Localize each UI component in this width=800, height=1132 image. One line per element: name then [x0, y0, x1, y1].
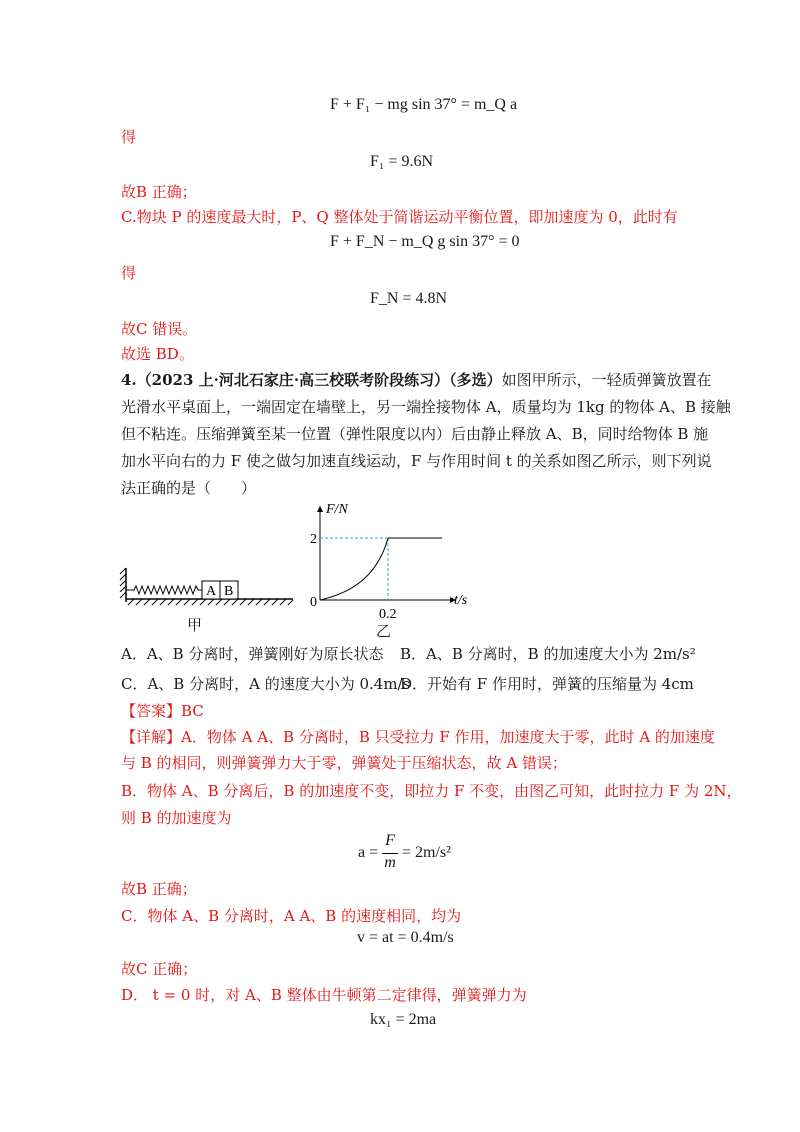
- wall-hatching: [120, 568, 126, 598]
- detail-line-2: 与 B 的相同，则弹簧弹力大于零，弹簧处于压缩状态，故 A 错误；: [121, 754, 567, 772]
- figure-spring-blocks: [118, 560, 298, 610]
- equation-7: kx₁ = 2ma: [370, 1011, 437, 1028]
- c-correct-text: 故C 正确；: [121, 960, 198, 978]
- c-analysis-text-2: C．物体 A、B 分离时，A A、B 的速度相同，均为: [121, 907, 462, 925]
- choose-bd-text: 故选 BD。: [121, 345, 194, 363]
- c-wrong-text: 故C 错误。: [121, 320, 198, 338]
- equation-4: F_N = 4.8N: [370, 290, 448, 307]
- origin-label: 0: [310, 595, 317, 610]
- x-axis-label: t/s: [454, 593, 468, 608]
- floor-hatching: [128, 599, 293, 605]
- question-stem-line-2: 光滑水平桌面上，一端固定在墙壁上，另一端拴接物体 A，质量均为 1kg 的物体 A、B 接触: [121, 398, 731, 416]
- detail-line-3: B．物体 A、B 分离后，B 的加速度不变，即拉力 F 不变，由图乙可知，此时拉力 F 为 2N，: [121, 782, 742, 800]
- question-number: 4.: [121, 371, 137, 389]
- figure-left-caption: 甲: [187, 616, 203, 634]
- question-stem-line-1: 如图甲所示，一轻质弹簧放置在: [501, 371, 712, 389]
- equation-5-numerator: F: [385, 832, 395, 849]
- equation-1: F + F₁ − mg sin 37° = m_Q a: [330, 96, 518, 113]
- question-stem-line-4: 加水平向右的力 F 使之做匀加速直线运动，F 与作用时间 t 的关系如图乙所示，则下列说: [121, 452, 712, 470]
- block-b-label: B: [224, 584, 234, 599]
- option-a[interactable]: A．A、B 分离时，弹簧刚好为原长状态: [121, 645, 384, 663]
- de-text-1: 得: [121, 128, 137, 146]
- d-analysis-text: D． t = 0 时，对 A、B 整体由牛顿第二定律得，弹簧弹力为: [121, 986, 527, 1004]
- question-stem-line-3: 但不粘连。压缩弹簧至某一位置（弹性限度以内）后由静止释放 A、B，同时给物体 B 施: [121, 425, 709, 443]
- b-correct-text-2: 故B 正确；: [121, 880, 197, 898]
- equation-6: v = at = 0.4m/s: [357, 929, 454, 946]
- equation-5-rhs: = 2m/s²: [402, 844, 451, 861]
- block-a-label: A: [206, 584, 217, 599]
- y-tick-label: 2: [310, 532, 317, 547]
- force-curve: [320, 538, 388, 600]
- equation-5-lhs: a =: [358, 844, 379, 861]
- equation-2: F₁ = 9.6N: [370, 153, 434, 170]
- equation-5-denominator: m: [384, 854, 396, 871]
- figure-right-caption: 乙: [376, 622, 392, 640]
- question-source: （2023 上·河北石家庄·高三校联考阶段练习）（多选）: [136, 371, 502, 389]
- detail-line-4: 则 B 的加速度为: [121, 809, 232, 827]
- y-axis-label: F/N: [326, 502, 348, 517]
- option-b[interactable]: B．A、B 分离时，B 的加速度大小为 2m/s²: [400, 645, 696, 663]
- option-c[interactable]: C．A、B 分离时，A 的速度大小为 0.4m/s: [121, 675, 411, 693]
- answer-text: 【答案】BC: [121, 702, 204, 720]
- b-correct-text: 故B 正确；: [121, 183, 197, 201]
- x-tick-label: 0.2: [379, 607, 397, 622]
- option-d[interactable]: D．开始有 F 作用时，弹簧的压缩量为 4cm: [400, 675, 694, 693]
- de-text-2: 得: [121, 264, 137, 282]
- equation-3: F + F_N − m_Q g sin 37° = 0: [330, 233, 520, 250]
- c-analysis-text: C.物块 P 的速度最大时，P、Q 整体处于简谐运动平衡位置，即加速度为 0，此时有: [121, 208, 678, 226]
- spring: [126, 586, 202, 594]
- detail-line-1: 【详解】A．物体 A A、B 分离时，B 只受拉力 F 作用，加速度大于零，此时 A 的加速度: [121, 728, 715, 746]
- figure-force-time-graph: [300, 496, 480, 636]
- question-stem-line-5: 法正确的是（ ）: [121, 479, 257, 497]
- question-4-first-line: [121, 369, 712, 391]
